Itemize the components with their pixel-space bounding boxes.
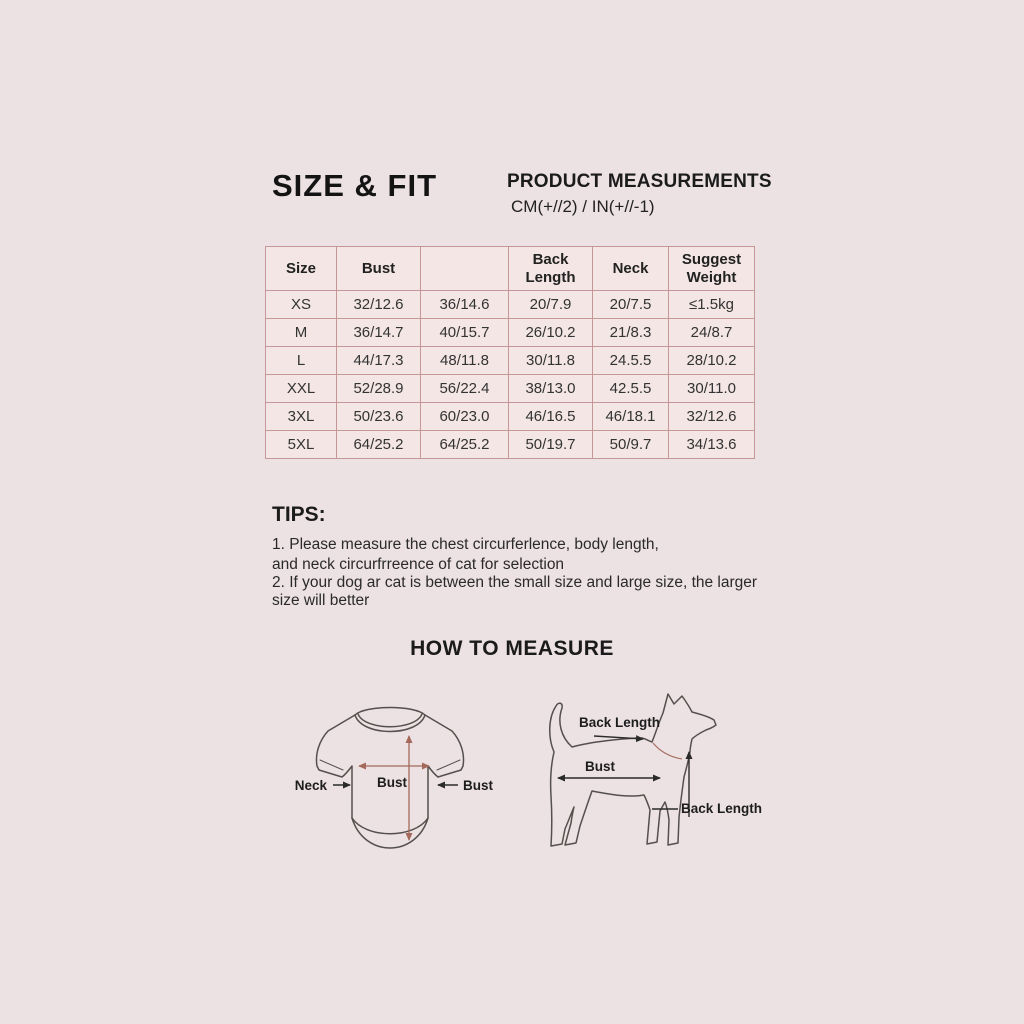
table-cell: 34/13.6 [669, 431, 755, 459]
shirt-measure-diagram [280, 690, 500, 870]
table-cell: 44/17.3 [337, 347, 421, 375]
shirt-neck-label: Neck [294, 778, 327, 793]
tip-item-1: 1. Please measure the chest circurferlence, body length, and neck circurfrreence of cat for selection [272, 536, 659, 574]
table-cell: 30/11.8 [509, 347, 593, 375]
shirt-bust-center-label: Bust [377, 775, 407, 790]
table-cell: 24.5.5 [593, 347, 669, 375]
table-cell: M [266, 319, 337, 347]
table-cell: 36/14.6 [421, 291, 509, 319]
table-cell: 50/23.6 [337, 403, 421, 431]
table-cell: 26/10.2 [509, 319, 593, 347]
tips-heading: TIPS: [272, 503, 326, 526]
table-row [266, 319, 755, 347]
table-cell: 52/28.9 [337, 375, 421, 403]
table-cell: 20/7.9 [509, 291, 593, 319]
table-cell: 28/10.2 [669, 347, 755, 375]
table-cell: 60/23.0 [421, 403, 509, 431]
table-cell: 64/25.2 [337, 431, 421, 459]
table-cell: 20/7.5 [593, 291, 669, 319]
dog-measure-diagram [528, 680, 768, 880]
shirt-bust-right-label: Bust [463, 778, 493, 793]
table-cell: 3XL [266, 403, 337, 431]
table-cell: 46/16.5 [509, 403, 593, 431]
table-cell: 38/13.0 [509, 375, 593, 403]
table-cell: 36/14.7 [337, 319, 421, 347]
table-row [266, 403, 755, 431]
table-cell: 48/11.8 [421, 347, 509, 375]
table-cell: 64/25.2 [421, 431, 509, 459]
table-row [266, 347, 755, 375]
size-table-container [265, 246, 755, 459]
table-cell: 42.5.5 [593, 375, 669, 403]
column-header-suggest-weight: Suggest Weight [669, 247, 755, 291]
table-cell: L [266, 347, 337, 375]
dog-back-length-right-label: Back Length [681, 801, 763, 816]
table-cell: 21/8.3 [593, 319, 669, 347]
table-cell: 50/9.7 [593, 431, 669, 459]
table-cell: 46/18.1 [593, 403, 669, 431]
column-header-bust: Bust [337, 247, 421, 291]
column-header-blank [421, 247, 509, 291]
table-cell: 30/11.0 [669, 375, 755, 403]
measurement-tolerance-subtitle: CM(+//2) / IN(+//-1) [511, 197, 655, 216]
table-cell: 32/12.6 [669, 403, 755, 431]
product-measurements-title: PRODUCT MEASUREMENTS [507, 171, 772, 192]
table-header-row [266, 247, 755, 291]
column-header-back-length: Back Length [509, 247, 593, 291]
column-header-size: Size [266, 247, 337, 291]
table-cell: 32/12.6 [337, 291, 421, 319]
table-row [266, 291, 755, 319]
dog-bust-label: Bust [585, 759, 615, 774]
table-cell: 5XL [266, 431, 337, 459]
table-cell: 40/15.7 [421, 319, 509, 347]
table-cell: 56/22.4 [421, 375, 509, 403]
tip-item-2: 2. If your dog ar cat is between the small size and large size, the larger size will better [272, 574, 758, 609]
table-cell: XS [266, 291, 337, 319]
dog-collar-line [653, 743, 682, 759]
table-row [266, 431, 755, 459]
table-cell: 24/8.7 [669, 319, 755, 347]
how-to-measure-heading: HOW TO MEASURE [410, 637, 614, 660]
column-header-neck: Neck [593, 247, 669, 291]
size-table [265, 246, 755, 459]
table-cell: ≤1.5kg [669, 291, 755, 319]
table-cell: 50/19.7 [509, 431, 593, 459]
page-title: SIZE & FIT [272, 168, 437, 203]
table-cell: XXL [266, 375, 337, 403]
table-row [266, 375, 755, 403]
dog-back-length-top-label: Back Length [579, 715, 661, 730]
